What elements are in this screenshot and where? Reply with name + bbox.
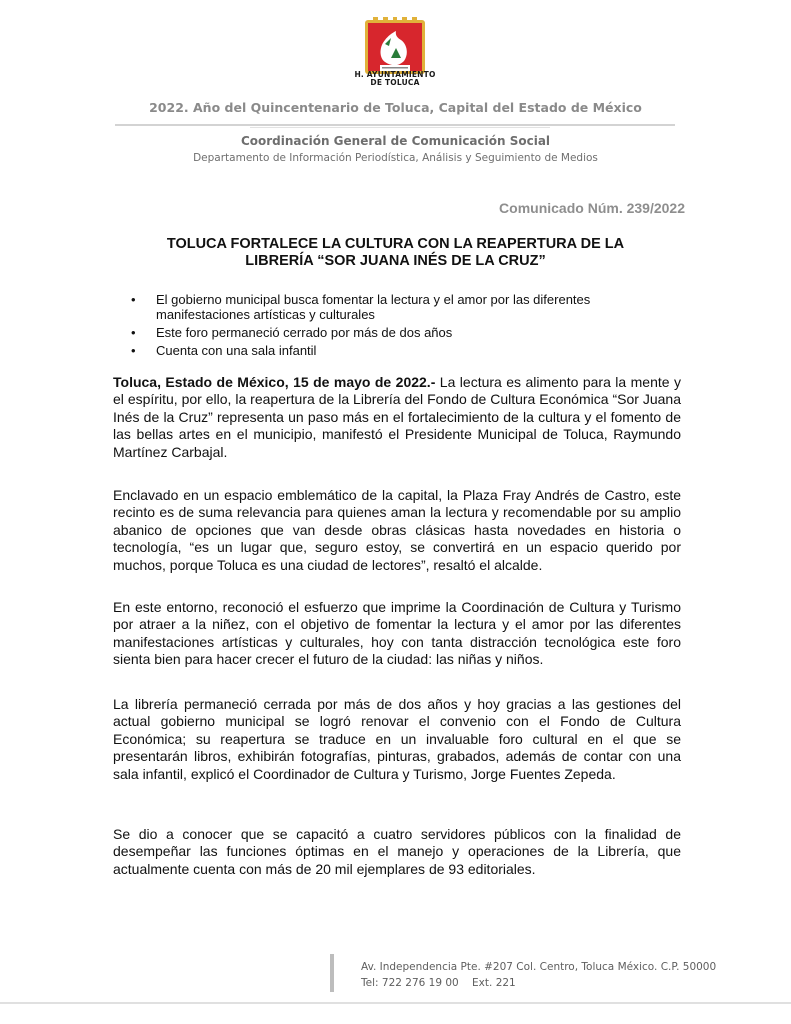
dateline: Toluca, Estado de México, 15 de mayo de 2022.- [113, 374, 436, 390]
header-divider-secondary [250, 127, 550, 128]
coordination-title: Coordinación General de Comunicación Social [240, 134, 551, 148]
paragraph-5: Se dio a conocer que se capacitó a cuatro servidores públicos con la finalidad de desempeñar las funciones óptimas en el manejo y operaciones de la Librería, que actualmente cuenta con más de 20 mil ejemplares de 93 editoriales. [113, 826, 681, 877]
bullet-item [128, 325, 668, 340]
header-divider [115, 124, 675, 126]
paragraph-2: Enclavado en un espacio emblemático de la capital, la Plaza Fray Andrés de Castro, este recinto es de suma relevancia para quienes aman la lectura y recomendable por su amplio abanico de opciones que van desde obras clásicas hasta novedades en historia o tecnología, “es un lugar que, seguro estoy, se convertirá en un espacio querido por muchos, porque Toluca es una ciudad de lectores”, resaltó el alcalde. [113, 487, 681, 573]
ayuntamiento-line-2: DE TOLUCA [370, 78, 420, 87]
paragraph-4: La librería permaneció cerrada por más de dos años y hoy gracias a las gestiones del actual gobierno municipal se logró renovar el convenio con el Fondo de Cultura Económica; su reapertura se traduce en un invaluable foro cultural en el que se presentarán libros, exhibirán fotografías, pinturas, grabados, además de contar con una sala infantil, explicó el Coordinador de Cultura y Turismo, Jorge Fuentes Zepeda. [113, 696, 681, 782]
summary-bullets [128, 292, 668, 361]
bullet-item [128, 343, 668, 358]
footer-address: Av. Independencia Pte. #207 Col. Centro, Toluca México. C.P. 50000 [361, 961, 717, 973]
bullet-dot-icon: • [131, 292, 136, 307]
department-subtitle: Departamento de Información Periodística, Análisis y Seguimiento de Medios [193, 152, 598, 164]
press-release-number: Comunicado Núm. 239/2022 [499, 200, 685, 216]
toluca-coat-of-arms-icon [361, 14, 429, 76]
ayuntamiento-label [330, 71, 460, 87]
paragraph-1 [113, 374, 681, 461]
paragraph-1-text: La lectura es alimento para la mente y el espíritu, por ello, la reapertura de la Librería del Fondo de Cultura Económica “Sor Juana Inés de la Cruz” representa un paso más en el fortalecimiento de la cultura y el fomento de las bellas artes en el municipio, manifestó el Presidente Municipal de Toluca, Raymundo Martínez Carbajal. [113, 374, 681, 460]
year-slogan: 2022. Año del Quincentenario de Toluca, Capital del Estado de México [149, 100, 642, 115]
bullet-text: Este foro permaneció cerrado por más de dos años [156, 325, 453, 340]
bullet-dot-icon: • [131, 343, 136, 358]
footer-accent-bar [330, 954, 334, 992]
ayuntamiento-line-1: H. AYUNTAMIENTO [354, 70, 436, 79]
footer-divider [0, 1002, 791, 1004]
bullet-text: El gobierno municipal busca fomentar la lectura y el amor por las diferentes manifestaciones artísticas y culturales [156, 292, 591, 322]
headline [120, 236, 671, 270]
bullet-dot-icon: • [131, 325, 136, 340]
headline-line-2: LIBRERÍA “SOR JUANA INÉS DE LA CRUZ” [245, 253, 546, 269]
headline-line-1: TOLUCA FORTALECE LA CULTURA CON LA REAPERTURA DE LA [166, 236, 625, 252]
bullet-item [128, 292, 668, 322]
footer-phone: Tel: 722 276 19 00 Ext. 221 [361, 977, 516, 989]
paragraph-3: En este entorno, reconoció el esfuerzo que imprime la Coordinación de Cultura y Turismo por atraer a la niñez, con el objetivo de fomentar la lectura y el amor por las diferentes manifestaciones artísticas y culturales, hoy con tanta distracción tecnológica este foro sienta bien para hacer crecer el futuro de la ciudad: las niñas y niños. [113, 599, 681, 668]
bullet-text: Cuenta con una sala infantil [156, 343, 317, 358]
